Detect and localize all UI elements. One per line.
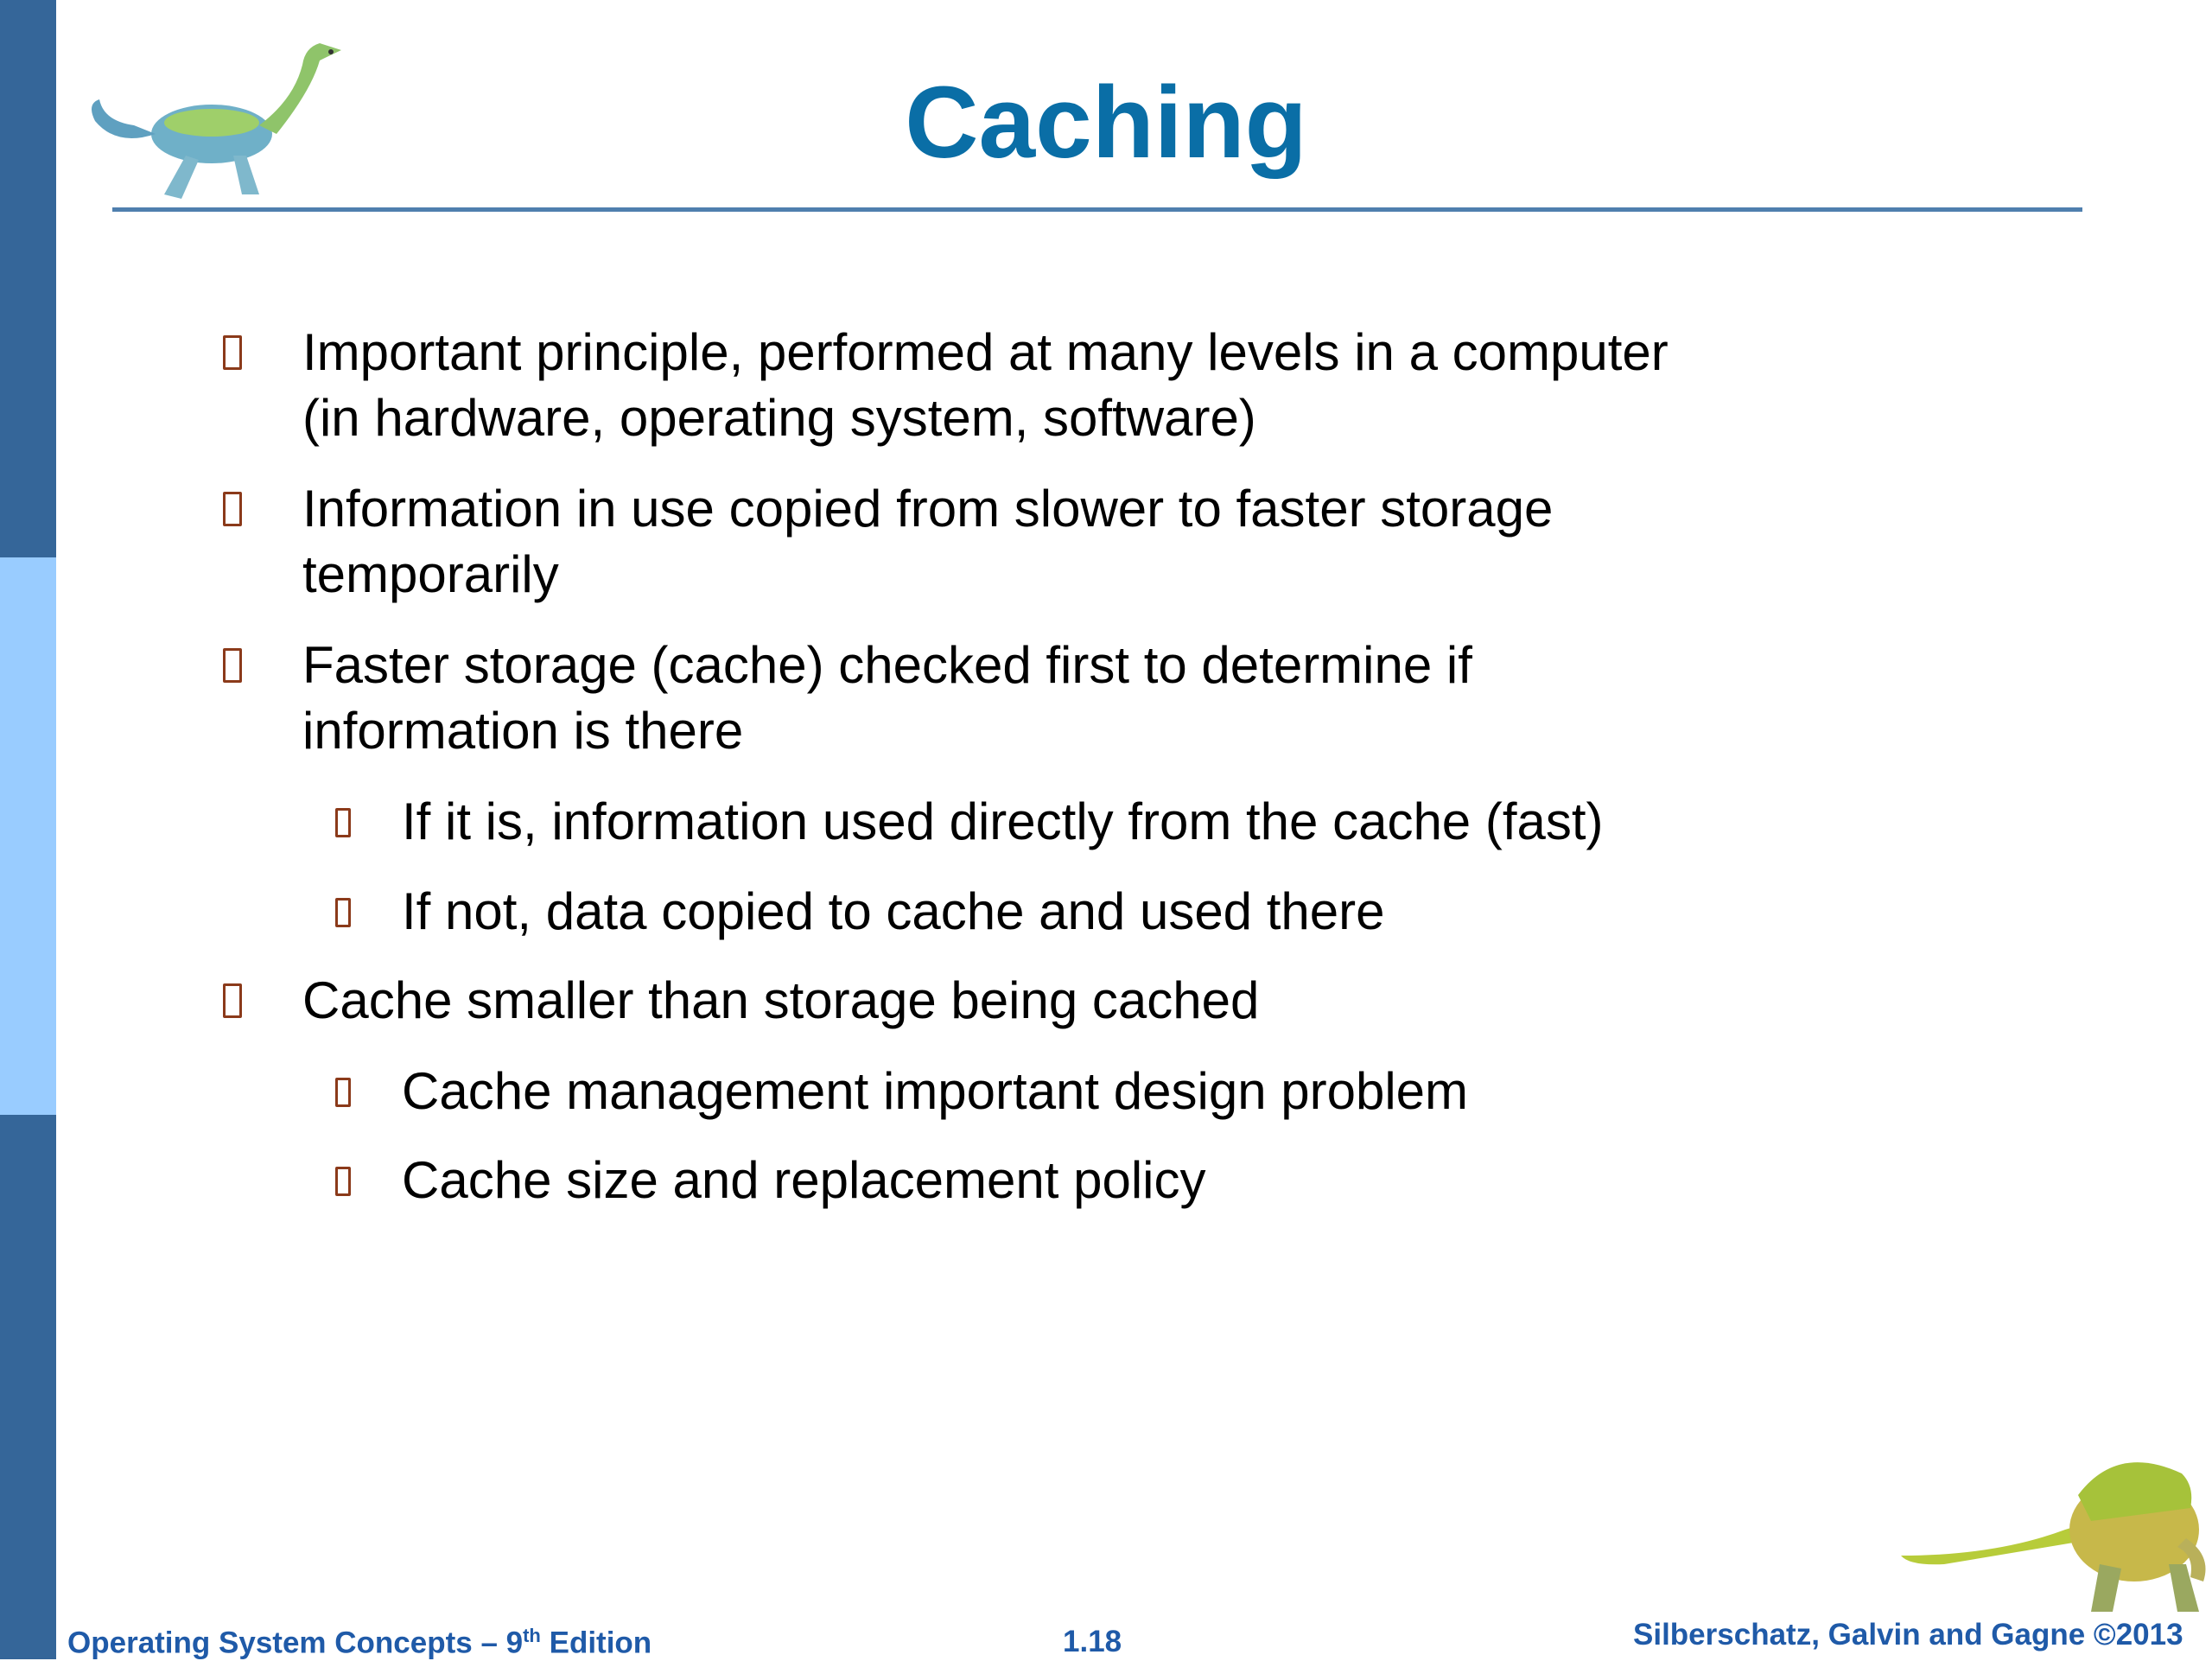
bullet-text-line: Important principle, performed at many levels in a computer — [302, 323, 1669, 381]
bullet-text-line: Cache management important design problem — [402, 1062, 1469, 1120]
bullet-text-line: information is there — [302, 702, 744, 760]
bullet-text-line: If not, data copied to cache and used there — [402, 882, 1385, 940]
footer-book-superscript: th — [523, 1625, 541, 1646]
footer-authors: Silberschatz, Galvin and Gagne ©2013 — [1633, 1618, 2183, 1651]
bullet-marker — [223, 983, 242, 1018]
bullet-text-line: Faster storage (cache) checked first to determine if — [302, 636, 1472, 694]
slide-title: Caching — [905, 66, 1307, 180]
bullet-marker — [223, 648, 242, 683]
bullet-text-line: Cache size and replacement policy — [402, 1151, 1206, 1209]
bullet-text-line: Cache smaller than storage being cached — [302, 971, 1260, 1029]
bullet-marker — [335, 808, 351, 837]
footer-book-title — [67, 1625, 652, 1659]
footer-book-prefix: Operating System Concepts – 9 — [67, 1626, 524, 1660]
bullet-marker — [335, 1078, 351, 1107]
sidebar-segment-bottom — [0, 1115, 56, 1659]
title-divider — [112, 207, 2082, 212]
left-sidebar — [0, 0, 56, 1659]
footer-page-number: 1.18 — [1063, 1625, 1122, 1658]
footer-book-suffix: Edition — [540, 1626, 652, 1660]
dinosaur-icon — [1892, 1426, 2212, 1625]
bullet-marker — [223, 492, 242, 526]
bullet-text-line: If it is, information used directly from the cache (fast) — [402, 792, 1604, 850]
bullet-marker — [223, 335, 242, 370]
bullet-marker — [335, 898, 351, 927]
bullet-text-line: temporarily — [302, 545, 559, 603]
bullet-text-line: (in hardware, operating system, software) — [302, 389, 1256, 447]
bullet-text-line: Information in use copied from slower to faster storage — [302, 480, 1554, 538]
sidebar-segment-middle — [0, 557, 56, 1115]
bullet-marker — [335, 1167, 351, 1196]
